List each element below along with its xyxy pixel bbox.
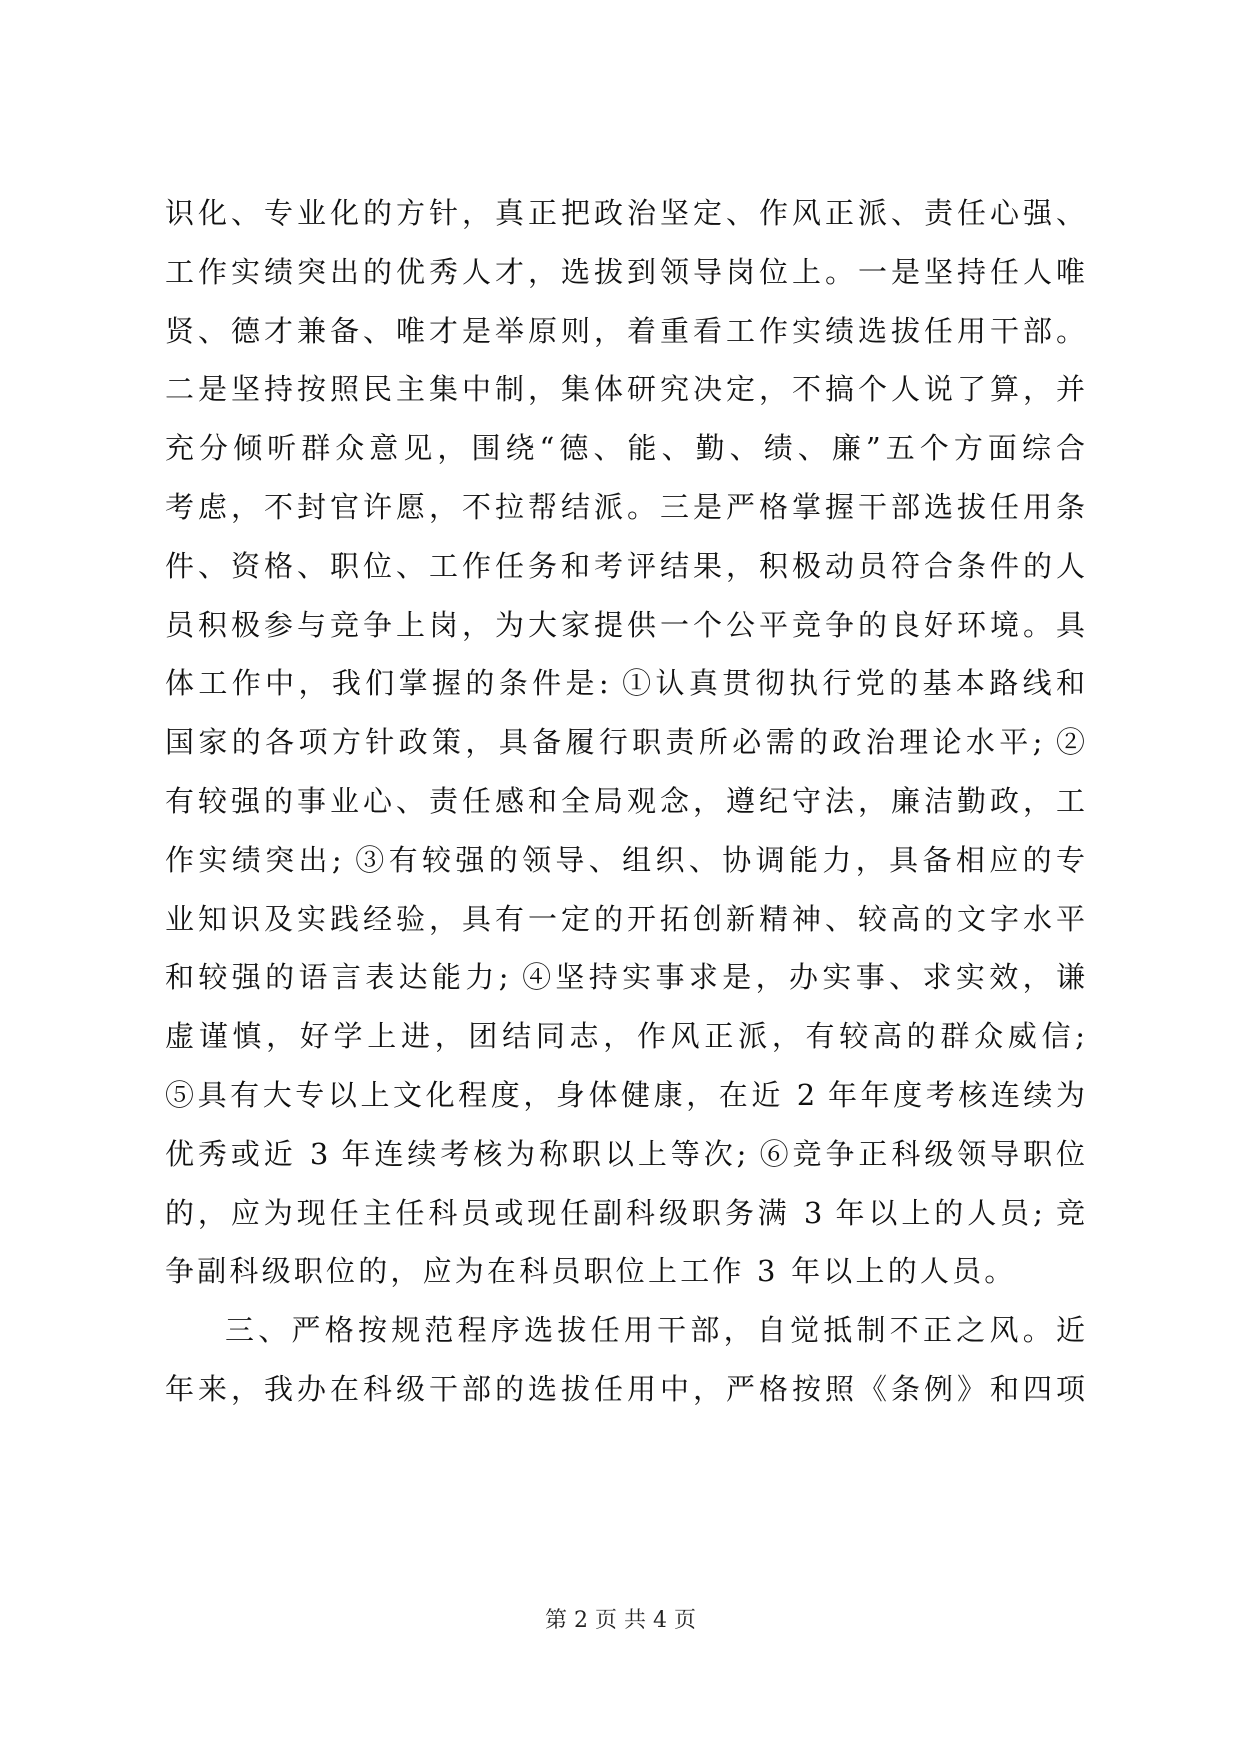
text-line: 业知识及实践经验，具有一定的开拓创新精神、较高的文字水平 <box>165 901 1085 936</box>
text-line: 作实绩突出; ③有较强的领导、组织、协调能力，具备相应的专 <box>165 842 1085 877</box>
text-line: ⑤具有大专以上文化程度，身体健康，在近 2 年年度考核连续为 <box>165 1078 1085 1112</box>
text-line: 争副科级职位的，应为在科员职位上工作 3 年以上的人员。 <box>165 1254 1017 1289</box>
text-line: 考虑，不封官许愿，不拉帮结派。三是严格掌握干部选拔任用条 <box>165 490 1085 524</box>
text-line: 充分倾听群众意见，围绕“德、能、勤、绩、廉”五个方面综合 <box>165 431 1085 466</box>
text-line: 员积极参与竞争上岗，为大家提供一个公平竞争的良好环境。具 <box>165 607 1085 642</box>
text-line: 虚谨慎，好学上进，团结同志，作风正派，有较高的群众威信; <box>165 1019 1085 1054</box>
text-line: 件、资格、职位、工作任务和考评结果，积极动员符合条件的人 <box>165 548 1085 583</box>
text-line: 三、严格按规范程序选拔任用干部，自觉抵制不正之风。近 <box>225 1313 1085 1348</box>
text-line: 有较强的事业心、责任感和全局观念，遵纪守法，廉洁勤政，工 <box>165 784 1085 818</box>
text-line: 贤、德才兼备、唯才是举原则，着重看工作实绩选拔任用干部。 <box>165 313 1085 348</box>
text-line: 的，应为现任主任科员或现任副科级职务满 3 年以上的人员; 竞 <box>165 1195 1085 1230</box>
text-line: 二是坚持按照民主集中制，集体研究决定，不搞个人说了算，并 <box>165 372 1085 407</box>
text-line: 和较强的语言表达能力; ④坚持实事求是，办实事、求实效，谦 <box>165 960 1085 995</box>
text-line: 体工作中，我们掌握的条件是: ①认真贯彻执行党的基本路线和 <box>165 666 1085 701</box>
text-line: 国家的各项方针政策，具备履行职责所必需的政治理论水平; ② <box>165 725 1085 760</box>
text-line: 优秀或近 3 年连续考核为称职以上等次; ⑥竞争正科级领导职位 <box>165 1136 1085 1171</box>
text-line: 年来，我办在科级干部的选拔任用中，严格按照《条例》和四项 <box>165 1372 1085 1406</box>
text-line: 工作实绩突出的优秀人才，选拔到领导岗位上。一是坚持任人唯 <box>165 254 1085 289</box>
text-line: 识化、专业化的方针，真正把政治坚定、作风正派、责任心强、 <box>165 196 1085 230</box>
page-footer: 第 2 页 共 4 页 <box>545 1608 696 1633</box>
